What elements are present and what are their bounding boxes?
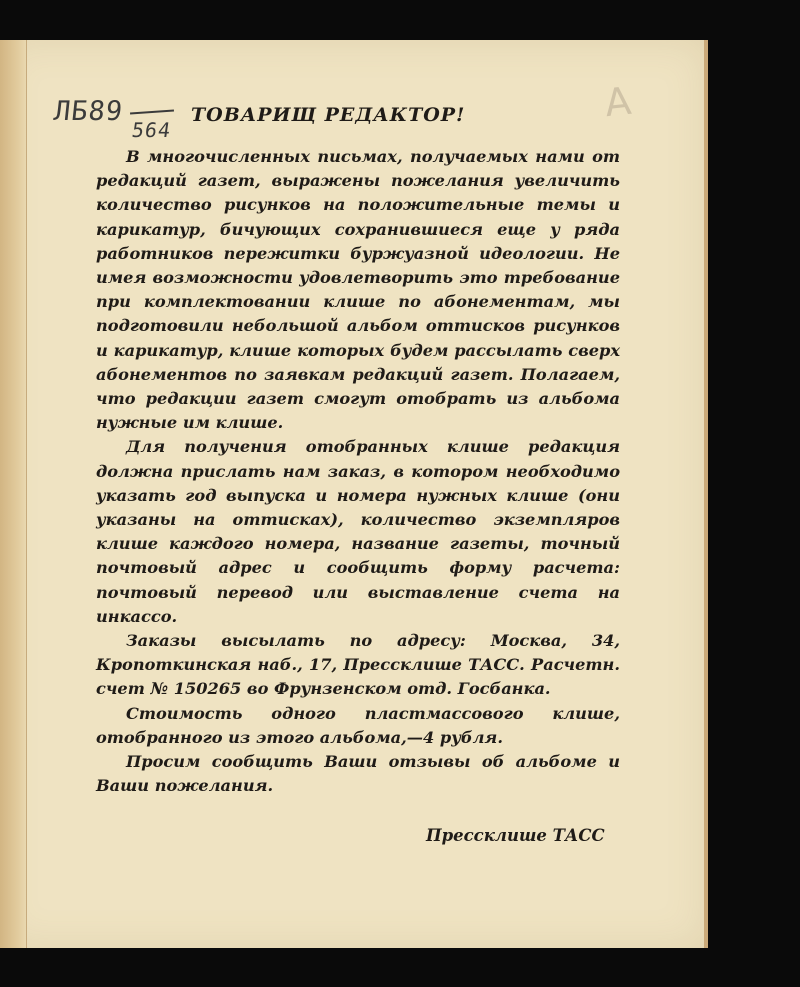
signature: Прессклише ТАСС [426,826,605,845]
handwritten-number: 564 [130,118,173,142]
paragraph-address: Заказы высылать по адресу: Москва, 34, Кропоткинская наб., 17, Прессклише ТАСС. Расчетн. счет № 150265 во Фрунзенском отд. Госбанка. [96,631,620,699]
page-edge [704,40,708,948]
paragraph-price: Стоимость одного пластмассового клише, отобранного из этого альбома,—4 рубля. [96,703,620,747]
corner-mark: А [602,78,634,126]
letter-body [96,145,620,798]
handwritten-annotation [52,96,173,142]
paragraph-intro: В многочисленных письмах, получаемых нами от редакций газет, выражены пожелания увеличить количество рисунков на положительные темы и карикатур, бичующих сохранившиеся еще у ряда работников пережитки буржуазной идеологии. Не имея возможности удовлетворить это требование при комплектовании клише по абонементам, мы подготовили небольшой альбом оттисков рисунков и карикатур, клише которых будем рассылать сверх абонементов по заявкам редакций газет. Полагаем, что редакции газет смогут отобрать из альбома нужные им клише. [96,147,620,433]
book-spine [0,40,27,948]
letter-heading: ТОВАРИЩ РЕДАКТОР! [191,104,466,126]
paragraph-order-instructions: Для получения отобранных клише редакция должна прислать нам заказ, в котором необходимо указать год выпуска и номера нужных клише (они указаны на оттисках), количество экземпляров клише каждого номера, название газеты, точный почтовый адрес и сообщить форму расчета: почтовый перевод или выставление счета на инкассо. [96,437,620,626]
paragraph-feedback: Просим сообщить Ваши отзывы об альбоме и Ваши пожелания. [96,752,620,796]
handwritten-code: ЛБ89 [52,96,125,127]
